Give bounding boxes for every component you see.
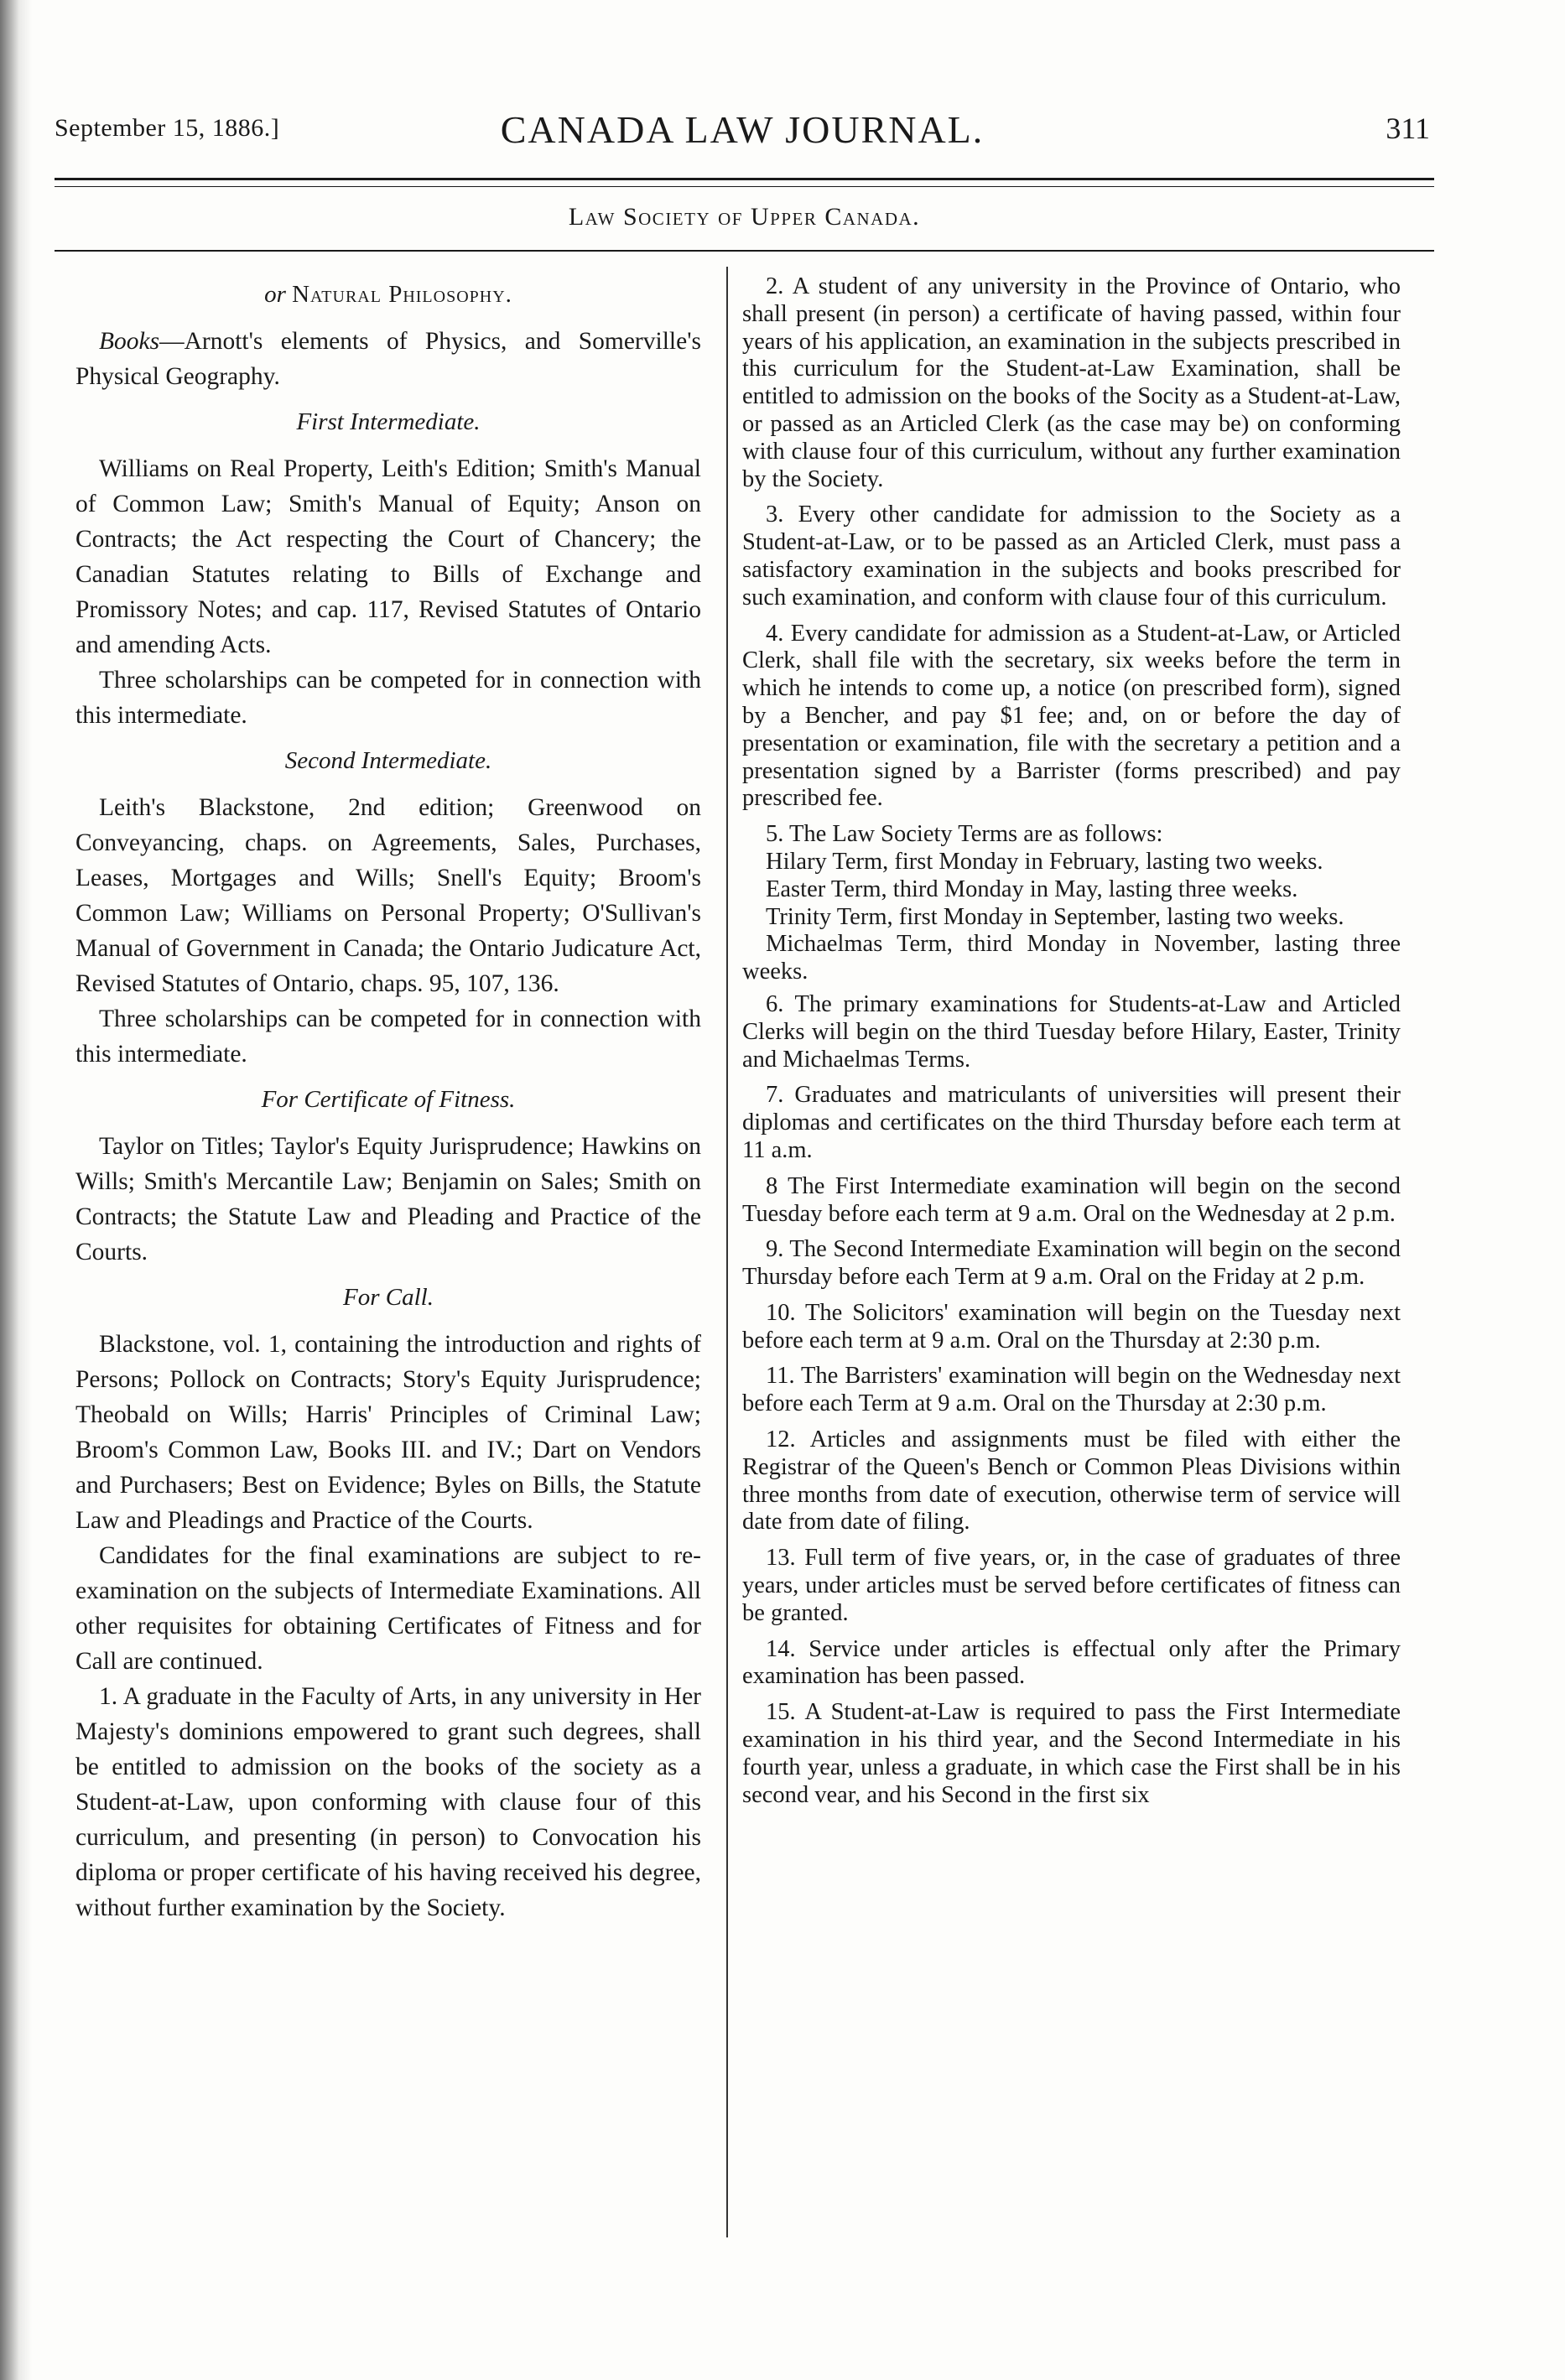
rule-5-intro: 5. The Law Society Terms are as follows: (766, 821, 1163, 848)
issue-date: September 15, 1886.] (55, 114, 280, 142)
first-intermediate-books: Williams on Real Property, Leith's Edition; Smith's Manual of Common Law; Smith's Manual of Equity; Anson on Contracts; the Act respecting the Court of Chancery; the Canadian Statutes relating to Bills of Exchange and Promissory Notes; and cap. 117, Revised Statutes of Ontario and amending Acts. (75, 455, 701, 658)
books-paragraph (75, 324, 701, 394)
heading-or: or (264, 281, 286, 308)
rule-15: 15. A Student-at-Law is required to pass the First Intermediate examination in his third year, and the Second Intermediate in his fourth year, unless a graduate, in which case the First shall be in his second vear, and his Second in the first six (742, 1699, 1401, 1808)
term-michaelmas: Michaelmas Term, third Monday in November, lasting three weeks. (742, 931, 1401, 985)
term-trinity: Trinity Term, first Monday in September, lasting two weeks. (766, 903, 1344, 930)
rule-7: 7. Graduates and matriculants of universities will present their diplomas and certificates on the third Thursday before each term at 11 a.m. (742, 1082, 1401, 1163)
natural-philosophy-heading (75, 277, 701, 312)
rule-1: 1. A graduate in the Faculty of Arts, in any university in Her Majesty's dominions empowered to grant such degrees, shall be entitled to admission on the books of the society as a Student-at-Law, upon conforming with clause four of this curriculum, and presenting (in person) to Convocation his diploma or proper certificate of his having received his degree, without further examination by the Society. (75, 1683, 701, 1921)
rule-8: 8 The First Intermediate examination will begin on the second Tuesday before each term at 9 a.m. Oral on the Wednesday at 2 p.m. (742, 1172, 1401, 1227)
rule-10: 10. The Solicitors' examination will begin on the Tuesday next before each term at 9 a.m. Oral on the Thursday at 2:30 p.m. (742, 1299, 1401, 1354)
right-column (742, 273, 1401, 1817)
books-text: —Arnott's elements of Physics, and Somerville's Physical Geography. (75, 328, 701, 390)
books-label: Books (99, 328, 160, 355)
rule-11: 11. The Barristers' examination will begin on the Wednesday next before each Term at 9 a.m. Oral on the Thursday at 2:30 p.m. (742, 1363, 1401, 1417)
rule-13: 13. Full term of five years, or, in the case of graduates of three years, under articles must be served before certificates of fitness can be granted. (742, 1545, 1401, 1626)
rule-9: 9. The Second Intermediate Examination will begin on the second Thursday before each Term at 9 a.m. Oral on the Friday at 2 p.m. (742, 1236, 1401, 1291)
heading-natural-philosophy: Natural Philosophy. (292, 281, 512, 308)
term-easter: Easter Term, third Monday in May, lasting three weeks. (766, 876, 1298, 902)
column-divider (726, 267, 728, 2237)
first-intermediate-scholarships: Three scholarships can be competed for in connection with this intermediate. (75, 667, 701, 729)
header-rule-thin (55, 186, 1434, 187)
term-hilary: Hilary Term, first Monday in February, lasting two weeks. (766, 848, 1323, 875)
journal-title: CANADA LAW JOURNAL. (500, 108, 985, 151)
section-title: Law Society of Upper Canada. (568, 203, 921, 231)
candidates-note: Candidates for the final examinations are subject to re-examination on the subjects of Intermediate Examinations. All other requisites for obtaining Certificates of Fitness and for Call are continued. (75, 1542, 701, 1675)
section-rule (55, 250, 1434, 252)
rule-6: 6. The primary examinations for Students-at-Law and Articled Clerks will begin on the third Tuesday before Hilary, Easter, Trinity and Michaelmas Terms. (742, 990, 1401, 1073)
rule-2: 2. A student of any university in the Province of Ontario, who shall present (in person) a certificate of having passed, within four years of his application, an examination in the subjects prescribed in this curriculum for the Student-at-Law Examination, shall be entitled to admission on the books of the Socity as a Student-at-Law, or passed as an Articled Clerk (as the case may be) on conforming with clause four of this curriculum, without any further examination by the Society. (742, 273, 1401, 492)
rule-12: 12. Articles and assignments must be filed with either the Registrar of the Queen's Bench or Common Pleas Divisions within three months from date of execution, otherwise term of service will date from date of filing. (742, 1426, 1401, 1536)
rule-4: 4. Every candidate for admission as a Student-at-Law, or Articled Clerk, shall file with the secretary, six weeks before the term in which he intends to come up, a notice (on prescribed form), signed by a Bencher, and pay $1 fee; and, on or before the day of presentation or examination, file with the secretary a petition and a presentation signed by a Barrister (forms prescribed) and pay prescribed fee. (742, 620, 1401, 812)
second-intermediate-heading: Second Intermediate. (284, 747, 492, 774)
call-books: Blackstone, vol. 1, containing the introduction and rights of Persons; Pollock on Contracts; Story's Equity Jurisprudence; Theobald on Wills; Harris' Principles of Criminal Law; Broom's Common Law, Books III. and IV.; Dart on Vendors and Purchasers; Best on Evidence; Byles on Bills, the Statute Law and Pleadings and Practice of the Courts. (75, 1331, 701, 1534)
call-heading: For Call. (343, 1284, 434, 1311)
rule-3: 3. Every other candidate for admission to the Society as a Student-at-Law, or to be passed as an Articled Clerk, must pass a satisfactory examination in the subjects and books prescribed for such examination, and conform with clause four of this curriculum. (742, 501, 1401, 611)
header-rule-thick (55, 178, 1434, 180)
certificate-books: Taylor on Titles; Taylor's Equity Jurisprudence; Hawkins on Wills; Smith's Mercantile Law; Benjamin on Sales; Smith on Contracts; the Statute Law and Pleading and Practice of the Courts. (75, 1133, 701, 1265)
rule-14: 14. Service under articles is effectual only after the Primary examination has been passed. (742, 1635, 1401, 1690)
certificate-heading: For Certificate of Fitness. (261, 1086, 516, 1113)
left-column (75, 277, 701, 1925)
second-intermediate-scholarships: Three scholarships can be competed for in connection with this intermediate. (75, 1006, 701, 1068)
second-intermediate-books: Leith's Blackstone, 2nd edition; Greenwood on Conveyancing, chaps. on Agreements, Sales, Purchases, Leases, Mortgages and Wills; Snell's Equity; Broom's Common Law; Williams on Personal Property; O'Sullivan's Manual of Government in Canada; the Ontario Judicature Act, Revised Statutes of Ontario, chaps. 95, 107, 136. (75, 794, 701, 997)
binding-shadow (0, 0, 32, 2380)
masthead (55, 107, 1430, 158)
page-number: 311 (1386, 112, 1430, 145)
first-intermediate-heading: First Intermediate. (296, 408, 481, 435)
